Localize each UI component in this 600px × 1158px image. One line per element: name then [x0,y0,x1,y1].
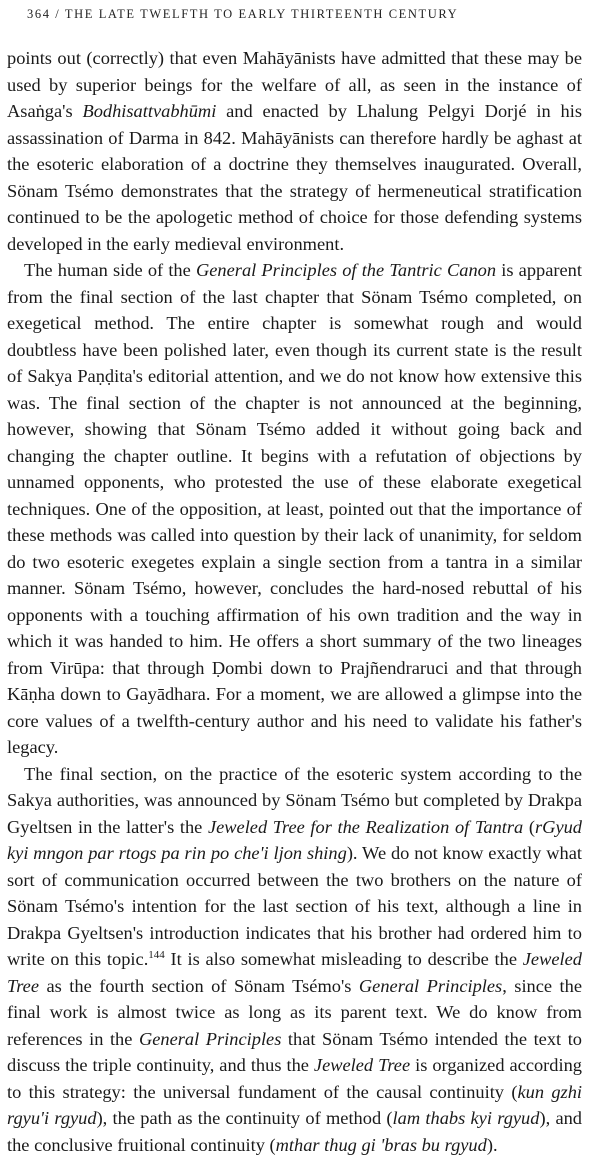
text-run: ). [487,1135,498,1155]
text-run: points out (correctly) that even Mahāyānists have admitted that these may be used by superior beings for the welfare of all, as seen in the instance of Asaṅga's [7,48,582,121]
paragraph [7,45,582,257]
italic-title: Bodhisattvabhūmi [82,101,216,121]
page-number: 364 [27,7,51,21]
text-run: that Sönam Tsémo intended the text to discuss the triple continuity, and thus the [7,1029,582,1076]
paragraph [7,761,582,1158]
italic-title: General Principles of the Tantric Canon [196,260,496,280]
text-run: ). We do not know exactly what sort of communication occurred between the two brothers on the nature of Sönam Tsémo's intention for the last section of his text, although a line in Drakpa Gyeltsen's introduction indicates that his brother had ordered him to write on this topic. [7,843,582,969]
italic-title: General Principles [139,1029,281,1049]
text-run: ( [523,817,535,837]
italic-title: mthar thug gi 'bras bu rgyud [276,1135,487,1155]
running-head-title: THE LATE TWELFTH TO EARLY THIRTEENTH CENTURY [65,7,458,21]
text-run: ), the path as the continuity of method ( [97,1108,393,1128]
text-run: is organized according to this strategy: the universal fundament of the causal continuity ( [7,1055,582,1102]
text-run: ), and the conclusive fruitional continuity ( [7,1108,582,1155]
text-run: The final section, on the practice of the esoteric system according to the Sakya authorities, was announced by Sönam Tsémo but completed by Drakpa Gyeltsen in the latter's the [7,764,582,837]
italic-title: lam thabs kyi rgyud [393,1108,540,1128]
italic-title: Jeweled Tree for the Realization of Tantra [208,817,523,837]
text-run: It is also somewhat misleading to describe the [165,949,523,969]
running-head [7,2,582,26]
body-text [7,45,582,1158]
paragraph [7,257,582,761]
italic-title: Jeweled Tree [314,1055,410,1075]
italic-title: Jeweled Tree [7,949,582,996]
italic-title: kun gzhi rgyu'i rgyud [7,1082,582,1129]
text-run: is apparent from the final section of the last chapter that Sönam Tsémo completed, on exegetical method. The entire chapter is somewhat rough and would doubtless have been polished later, even though its current state is the result of Sakya Paṇḍita's editorial attention, and we do not know how extensive this was. The final section of the chapter is not announced at the beginning, however, showing that Sönam Tsémo added it without going back and changing the chapter outline. It begins with a refutation of objections by unnamed opponents, who protested the use of these elaborate exegetical techniques. One of the opposition, at least, pointed out that the importance of these methods was called into question by their lack of unanimity, for seldom do two esoteric exegetes explain a single section from a tantra in a similar manner. Sönam Tsémo, however, concludes the hard-nosed rebuttal of his opponents with a touching affirmation of his own tradition and the way in which it was handed to him. He offers a short summary of the two lineages from Virūpa: that through Ḍombi down to Prajñendraruci and that through Kāṇha down to Gayādhara. For a moment, we are allowed a glimpse into the core values of a twelfth-century author and his need to validate his father's legacy. [7,260,582,757]
text-run: and enacted by Lhalung Pelgyi Dorjé in his assassination of Darma in 842. Mahāyānists can therefore hardly be aghast at the esoteric elaboration of a doctrine they themselves inaugurated. Overall, Sönam Tsémo demonstrates that the strategy of hermeneutical stratification continued to be the apologetic method of choice for those defending systems developed in the early medieval environment. [7,101,582,254]
italic-title: General Principles [359,976,502,996]
text-run: The human side of the [24,260,196,280]
italic-title: rGyud kyi mngon par rtogs pa rin po che'i ljon shing [7,817,582,864]
footnote-marker: 144 [148,949,165,961]
running-head-separator: / [55,7,60,21]
text-run: as the fourth section of Sönam Tsémo's [39,976,359,996]
text-run: , since the final work is almost twice as long as its parent text. We do know from references in the [7,976,582,1049]
